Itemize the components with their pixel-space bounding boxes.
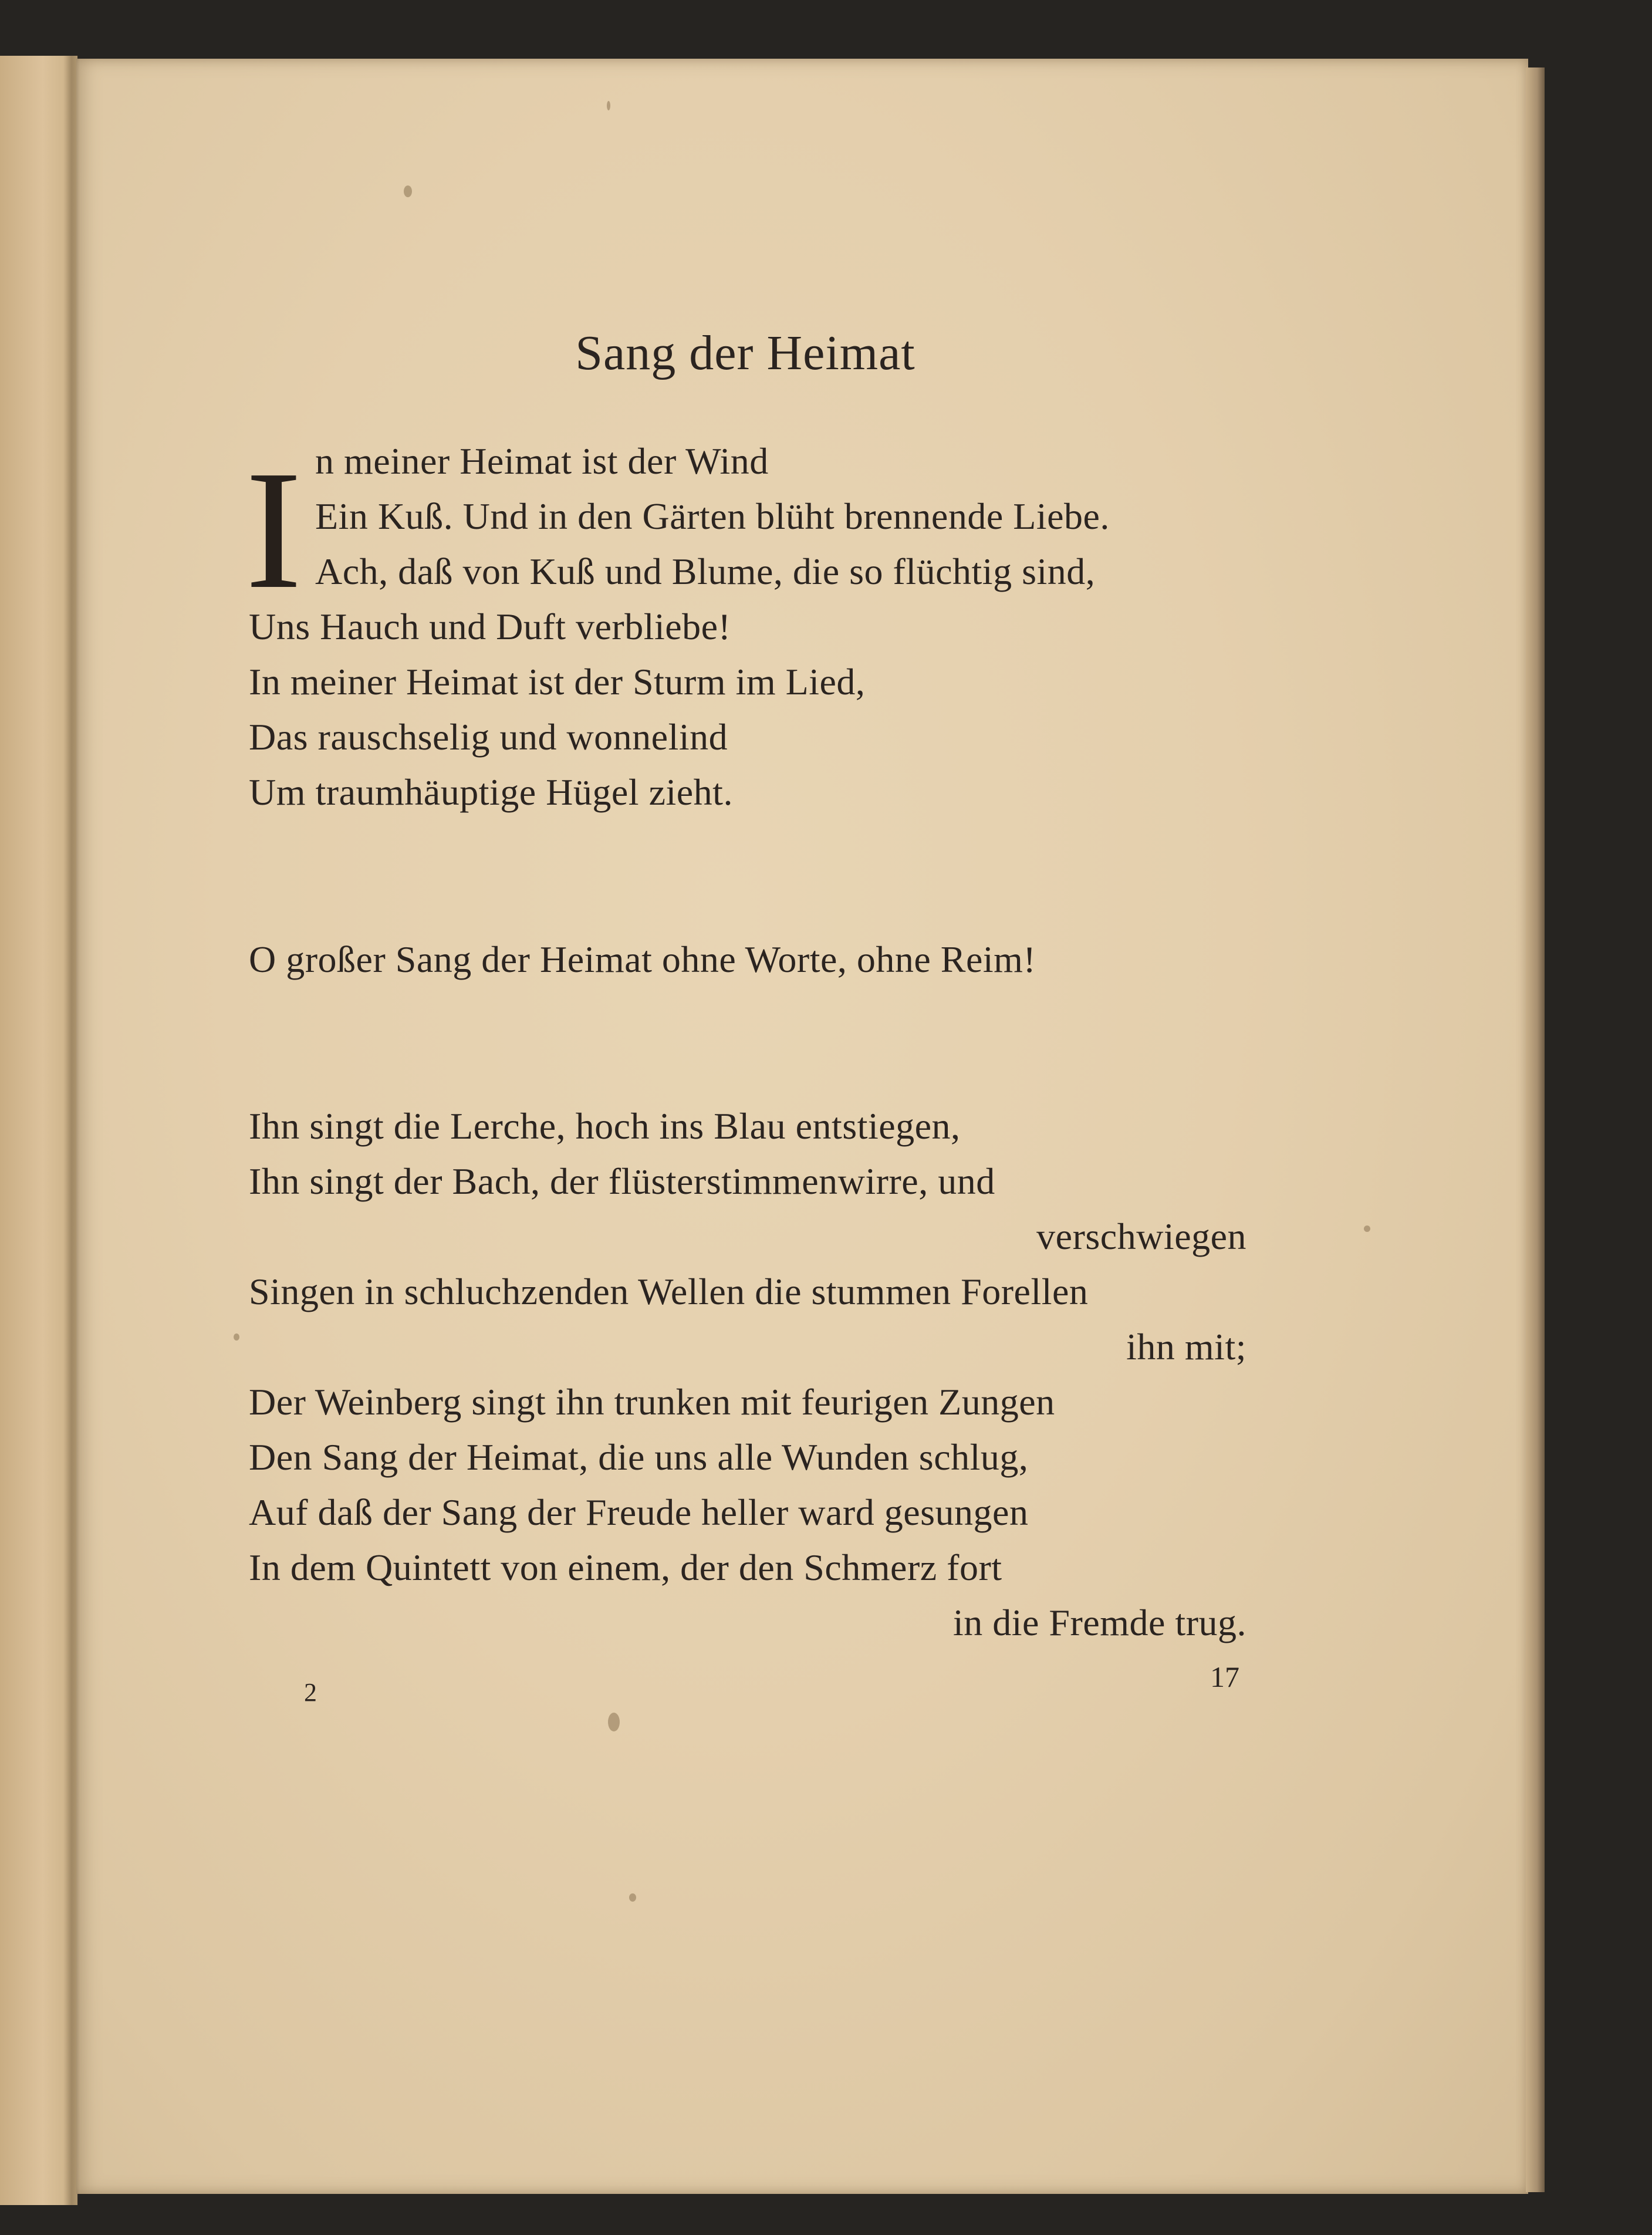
book-gutter bbox=[63, 56, 80, 2205]
signature-mark: 2 bbox=[304, 1678, 317, 1707]
page-number: 17 bbox=[1210, 1660, 1239, 1693]
foxing-spot bbox=[607, 101, 610, 110]
poem-line: Den Sang der Heimat, die uns alle Wunden schlug, bbox=[249, 1436, 1029, 1478]
page-stack-edge bbox=[1526, 67, 1545, 2192]
foxing-spot bbox=[1364, 1225, 1370, 1232]
foxing-spot bbox=[629, 1893, 636, 1902]
poem-line-continuation: ihn mit; bbox=[1126, 1326, 1246, 1368]
foxing-spot bbox=[234, 1333, 239, 1341]
poem-line: Ach, daß von Kuß und Blume, die so flüchtig sind, bbox=[315, 551, 1096, 592]
drop-cap-letter: I bbox=[245, 435, 302, 624]
poem-line: Ihn singt der Bach, der flüsterstimmenwirre, und bbox=[249, 1160, 995, 1202]
poem-line: Uns Hauch und Duft verbliebe! bbox=[249, 606, 731, 647]
poem-line: Der Weinberg singt ihn trunken mit feurigen Zungen bbox=[249, 1381, 1055, 1423]
poem-title: Sang der Heimat bbox=[575, 326, 915, 380]
poem-line: In meiner Heimat ist der Sturm im Lied, bbox=[249, 661, 866, 703]
foxing-spot bbox=[608, 1713, 620, 1731]
poem-line: Ein Kuß. Und in den Gärten blüht brennende Liebe. bbox=[315, 495, 1110, 537]
poem-line: Auf daß der Sang der Freude heller ward gesungen bbox=[249, 1491, 1029, 1533]
poem-line: In dem Quintett von einem, der den Schmerz fort bbox=[249, 1547, 1002, 1588]
poem-line: Singen in schluchzenden Wellen die stummen Forellen bbox=[249, 1271, 1089, 1312]
poem-line: Das rauschselig und wonnelind bbox=[249, 716, 728, 758]
poem-line-continuation: verschwiegen bbox=[1036, 1216, 1246, 1257]
poem-refrain: O großer Sang der Heimat ohne Worte, ohne Reim! bbox=[249, 938, 1036, 980]
poem-line: Ihn singt die Lerche, hoch ins Blau entstiegen, bbox=[249, 1105, 961, 1147]
foxing-spot bbox=[404, 185, 412, 197]
poem-line: n meiner Heimat ist der Wind bbox=[315, 440, 769, 482]
poem-line: Um traumhäuptige Hügel zieht. bbox=[249, 771, 733, 813]
poem-line-continuation: in die Fremde trug. bbox=[952, 1602, 1246, 1643]
